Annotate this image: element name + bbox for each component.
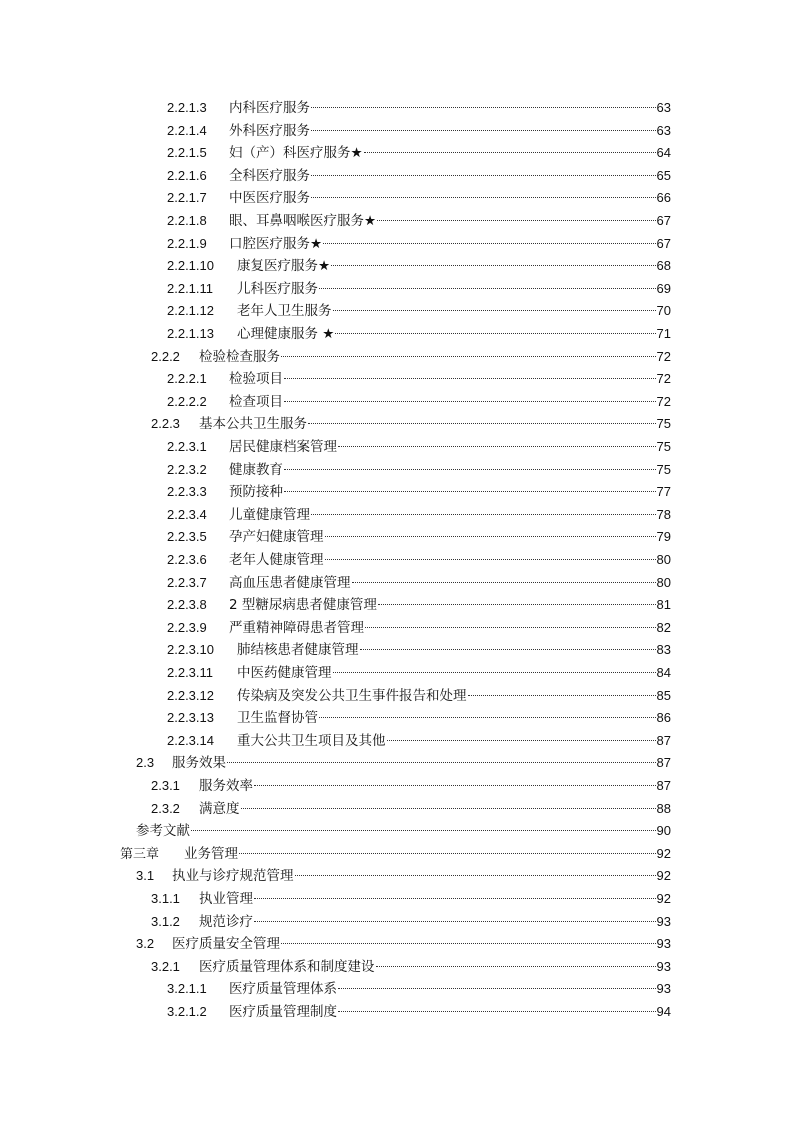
toc-entry-number: 3.1.1 bbox=[151, 891, 180, 906]
dot-leader bbox=[325, 536, 656, 537]
toc-entry[interactable] bbox=[167, 300, 671, 322]
dot-leader bbox=[333, 310, 656, 311]
toc-entry[interactable] bbox=[167, 730, 671, 752]
toc-entry-page: 87 bbox=[656, 778, 671, 793]
toc-entry-title: 医疗质量管理制度 bbox=[229, 1004, 337, 1020]
toc-entry[interactable] bbox=[167, 639, 671, 661]
toc-entry[interactable] bbox=[167, 187, 671, 209]
dot-leader bbox=[284, 491, 656, 492]
toc-entry[interactable] bbox=[136, 752, 671, 774]
toc-entry-number: 2.2.1.13 bbox=[167, 326, 214, 341]
dot-leader bbox=[360, 649, 656, 650]
toc-entry-number: 2.2.3.14 bbox=[167, 732, 214, 748]
toc-entry-number: 2.2.3.3 bbox=[167, 484, 207, 500]
toc-entry-title: 眼、耳鼻咽喉医疗服务★ bbox=[229, 213, 377, 229]
toc-entry[interactable] bbox=[167, 459, 671, 481]
toc-entry-page: 90 bbox=[656, 823, 671, 839]
toc-entry[interactable] bbox=[167, 368, 671, 390]
toc-entry-page: 70 bbox=[656, 303, 671, 319]
toc-entry-number: 2.2.3.8 bbox=[167, 597, 207, 613]
dot-leader bbox=[325, 559, 656, 560]
toc-entry-page: 87 bbox=[656, 732, 671, 748]
toc-entry[interactable] bbox=[167, 278, 671, 300]
toc-entry-number: 3.2.1 bbox=[151, 958, 180, 974]
toc-entry-title: 中医药健康管理 bbox=[237, 665, 332, 681]
dot-leader bbox=[227, 762, 656, 763]
toc-entry-page: 84 bbox=[656, 665, 671, 680]
toc-entry-title: 执业与诊疗规范管理 bbox=[172, 868, 294, 885]
dot-leader bbox=[338, 1011, 656, 1012]
dot-leader bbox=[376, 966, 656, 967]
toc-entry-page: 63 bbox=[656, 122, 671, 138]
toc-entry-page: 64 bbox=[656, 145, 671, 161]
toc-entry-number: 2.2.3.11 bbox=[167, 665, 214, 680]
toc-entry-number: 2.2.1.4 bbox=[167, 122, 207, 138]
toc-entry[interactable] bbox=[151, 956, 671, 978]
dot-leader bbox=[311, 197, 656, 198]
toc-entry-number: 2.3.2 bbox=[151, 800, 180, 816]
dot-leader bbox=[333, 672, 656, 673]
toc-entry-title: 外科医疗服务 bbox=[229, 122, 310, 139]
toc-entry-page: 72 bbox=[656, 348, 671, 364]
dot-leader bbox=[335, 333, 655, 334]
toc-entry-title: 儿科医疗服务 bbox=[237, 280, 318, 297]
toc-entry-title: 康复医疗服务★ bbox=[237, 258, 331, 275]
toc-entry-number: 第三章 bbox=[120, 845, 160, 861]
dot-leader bbox=[241, 808, 656, 809]
dot-leader bbox=[377, 220, 655, 221]
toc-entry-title: 业务管理 bbox=[184, 845, 238, 862]
dot-leader bbox=[311, 175, 656, 176]
toc-entry-title: 医疗质量管理体系 bbox=[229, 981, 337, 998]
toc-entry-number: 2.2.3.13 bbox=[167, 710, 214, 726]
toc-entry-title: 参考文献 bbox=[136, 823, 190, 840]
dot-leader bbox=[331, 265, 655, 266]
toc-entry-page: 92 bbox=[656, 845, 671, 861]
toc-entry-title: 妇（产）科医疗服务★ bbox=[229, 145, 363, 162]
toc-entry-number: 2.2.3.9 bbox=[167, 619, 207, 635]
toc-entry-page: 88 bbox=[656, 800, 671, 816]
dot-leader bbox=[311, 514, 656, 515]
toc-entry[interactable] bbox=[167, 165, 671, 187]
dot-leader bbox=[239, 853, 656, 854]
toc-entry-number: 2.2.3.2 bbox=[167, 461, 207, 477]
toc-entry-number: 2.2.2.1 bbox=[167, 371, 207, 387]
toc-entry-page: 86 bbox=[656, 710, 671, 726]
dot-leader bbox=[387, 740, 656, 741]
toc-entry-page: 75 bbox=[656, 416, 671, 432]
dot-leader bbox=[281, 943, 656, 944]
toc-entry-number: 2.2.3.4 bbox=[167, 506, 207, 522]
toc-entry-title: 老年人健康管理 bbox=[229, 552, 324, 568]
toc-entry-title: 居民健康档案管理 bbox=[229, 439, 337, 455]
toc-entry-page: 78 bbox=[656, 506, 671, 522]
toc-entry-title: 孕产妇健康管理 bbox=[229, 529, 324, 546]
toc-entry-title: 重大公共卫生项目及其他 bbox=[237, 732, 386, 749]
toc-entry-number: 2.3 bbox=[136, 755, 155, 771]
toc-entry-title: 口腔医疗服务★ bbox=[229, 235, 323, 252]
toc-entry[interactable] bbox=[167, 685, 671, 707]
dot-leader bbox=[378, 604, 656, 605]
toc-entry-number: 2.2.1.8 bbox=[167, 213, 207, 228]
toc-entry-page: 67 bbox=[656, 235, 671, 251]
toc-entry-title: 卫生监督协管 bbox=[237, 710, 318, 727]
dot-leader bbox=[284, 378, 656, 379]
toc-entry[interactable] bbox=[136, 933, 671, 955]
toc-entry[interactable] bbox=[167, 504, 671, 526]
toc-entry-number: 2.2.1.7 bbox=[167, 190, 207, 206]
toc-entry[interactable] bbox=[167, 1001, 671, 1023]
toc-entry-number: 2.2.1.6 bbox=[167, 167, 207, 183]
toc-entry[interactable] bbox=[151, 911, 671, 933]
dot-leader bbox=[311, 130, 656, 131]
toc-entry-page: 93 bbox=[656, 981, 671, 997]
toc-entry-number: 2.2.3 bbox=[151, 416, 180, 432]
toc-entry[interactable] bbox=[151, 346, 671, 368]
dot-leader bbox=[284, 401, 656, 402]
toc-entry[interactable] bbox=[151, 775, 671, 797]
dot-leader bbox=[338, 446, 656, 447]
dot-leader bbox=[365, 627, 656, 628]
toc-entry-title: 全科医疗服务 bbox=[229, 167, 310, 184]
toc-entry-title: 检验检查服务 bbox=[199, 348, 280, 365]
toc-entry-page: 80 bbox=[656, 552, 671, 567]
toc-entry[interactable] bbox=[167, 707, 671, 729]
toc-entry-page: 80 bbox=[656, 574, 671, 590]
toc-entry[interactable] bbox=[151, 413, 671, 435]
dot-leader bbox=[284, 469, 656, 470]
dot-leader bbox=[191, 830, 656, 831]
toc-entry-number: 2.2.1.3 bbox=[167, 100, 207, 115]
toc-entry-page: 92 bbox=[656, 868, 671, 884]
toc-entry-page: 72 bbox=[656, 371, 671, 387]
toc-entry[interactable] bbox=[167, 978, 671, 1000]
toc-entry[interactable] bbox=[167, 97, 671, 119]
toc-entry-number: 3.2 bbox=[136, 936, 155, 952]
toc-entry[interactable] bbox=[136, 865, 671, 887]
toc-entry-page: 72 bbox=[656, 393, 671, 409]
toc-entry-title: 心理健康服务 ★ bbox=[237, 326, 335, 342]
toc-entry-number: 2.2.3.12 bbox=[167, 687, 214, 703]
toc-entry-title: 规范诊疗 bbox=[199, 913, 253, 930]
toc-entry[interactable] bbox=[167, 142, 671, 164]
toc-entry[interactable] bbox=[167, 526, 671, 548]
toc-entry[interactable] bbox=[167, 481, 671, 503]
toc-entry-page: 68 bbox=[656, 258, 671, 274]
toc-entry[interactable] bbox=[167, 391, 671, 413]
toc-entry[interactable] bbox=[120, 843, 671, 865]
toc-entry-number: 2.2.1.12 bbox=[167, 303, 214, 319]
toc-entry-page: 77 bbox=[656, 484, 671, 500]
toc-entry-title: 严重精神障碍患者管理 bbox=[229, 619, 364, 636]
toc-entry-title: 高血压患者健康管理 bbox=[229, 574, 351, 591]
toc-entry[interactable] bbox=[167, 572, 671, 594]
toc-entry[interactable] bbox=[167, 436, 671, 458]
dot-leader bbox=[352, 582, 656, 583]
toc-entry[interactable] bbox=[167, 323, 671, 345]
dot-leader bbox=[281, 356, 656, 357]
dot-leader bbox=[254, 785, 656, 786]
toc-entry-page: 63 bbox=[656, 100, 671, 115]
toc-entry-number: 3.1 bbox=[136, 868, 155, 884]
toc-entry[interactable] bbox=[151, 798, 671, 820]
toc-entry-page: 81 bbox=[656, 597, 671, 613]
toc-entry[interactable] bbox=[167, 549, 671, 571]
toc-entry-number: 2.3.1 bbox=[151, 778, 180, 793]
toc-entry-page: 65 bbox=[656, 167, 671, 183]
toc-entry-page: 85 bbox=[656, 687, 671, 703]
dot-leader bbox=[364, 152, 656, 153]
toc-entry[interactable] bbox=[167, 617, 671, 639]
toc-entry-title: 检验项目 bbox=[229, 371, 283, 388]
toc-entry-number: 3.2.1.1 bbox=[167, 981, 207, 997]
toc-entry-title: 基本公共卫生服务 bbox=[199, 416, 307, 433]
toc-entry[interactable] bbox=[151, 888, 671, 910]
toc-entry-title: 服务效果 bbox=[172, 755, 226, 772]
toc-entry-page: 69 bbox=[656, 280, 671, 296]
toc-entry-page: 66 bbox=[656, 190, 671, 206]
toc-entry-page: 92 bbox=[656, 891, 671, 906]
toc-entry-page: 79 bbox=[656, 529, 671, 545]
toc-entry[interactable] bbox=[167, 210, 671, 232]
toc-entry-number: 2.2.1.5 bbox=[167, 145, 207, 161]
dot-leader bbox=[254, 898, 656, 899]
toc-entry-page: 75 bbox=[656, 461, 671, 477]
dot-leader bbox=[319, 288, 656, 289]
toc-entry-title: 老年人卫生服务 bbox=[237, 303, 332, 320]
toc-entry-number: 3.2.1.2 bbox=[167, 1004, 207, 1019]
toc-entry-page: 71 bbox=[656, 326, 671, 341]
toc-entry-title: 预防接种 bbox=[229, 484, 283, 501]
toc-entry-title: 健康教育 bbox=[229, 461, 283, 478]
toc-entry-title: 2 型糖尿病患者健康管理 bbox=[229, 597, 377, 614]
toc-entry-page: 83 bbox=[656, 642, 671, 658]
toc-entry[interactable] bbox=[167, 594, 671, 616]
toc-entry-title: 服务效率 bbox=[199, 778, 253, 794]
toc-entry-page: 93 bbox=[656, 958, 671, 974]
toc-entry-number: 2.2.2 bbox=[151, 348, 180, 364]
dot-leader bbox=[308, 423, 656, 424]
toc-entry-number: 2.2.3.6 bbox=[167, 552, 207, 567]
dot-leader bbox=[295, 875, 656, 876]
toc-entry-page: 94 bbox=[656, 1004, 671, 1019]
toc-entry-number: 2.2.3.1 bbox=[167, 439, 207, 454]
toc-entry-number: 2.2.2.2 bbox=[167, 393, 207, 409]
dot-leader bbox=[338, 988, 656, 989]
toc-entry-page: 67 bbox=[656, 213, 671, 228]
toc-entry-title: 医疗质量安全管理 bbox=[172, 936, 280, 953]
toc-entry-number: 2.2.1.10 bbox=[167, 258, 214, 274]
toc-entry-title: 检查项目 bbox=[229, 393, 283, 410]
toc-entry-title: 内科医疗服务 bbox=[229, 100, 310, 116]
dot-leader bbox=[319, 717, 656, 718]
dot-leader bbox=[468, 695, 656, 696]
toc-entry-number: 2.2.3.5 bbox=[167, 529, 207, 545]
toc-entry-title: 儿童健康管理 bbox=[229, 506, 310, 523]
toc-entry[interactable] bbox=[167, 233, 671, 255]
toc-entry-page: 93 bbox=[656, 936, 671, 952]
toc-entry-number: 2.2.1.11 bbox=[167, 280, 214, 296]
toc-entry-title: 中医医疗服务 bbox=[229, 190, 310, 207]
toc-entry[interactable] bbox=[167, 255, 671, 277]
toc-entry-title: 满意度 bbox=[199, 800, 240, 817]
toc-entry-page: 75 bbox=[656, 439, 671, 454]
toc-entry-page: 82 bbox=[656, 619, 671, 635]
toc-entry[interactable] bbox=[167, 662, 671, 684]
toc-entry-number: 2.2.3.7 bbox=[167, 574, 207, 590]
toc-entry-title: 肺结核患者健康管理 bbox=[237, 642, 359, 659]
toc-entry-page: 87 bbox=[656, 755, 671, 771]
toc-entry[interactable] bbox=[167, 120, 671, 142]
dot-leader bbox=[254, 921, 656, 922]
toc-entry-number: 2.2.3.10 bbox=[167, 642, 214, 658]
toc-entry-number: 2.2.1.9 bbox=[167, 235, 207, 251]
toc-entry-title: 医疗质量管理体系和制度建设 bbox=[199, 958, 375, 975]
dot-leader bbox=[311, 107, 656, 108]
dot-leader bbox=[323, 243, 655, 244]
toc-entry-number: 3.1.2 bbox=[151, 913, 180, 929]
toc-entry-title: 传染病及突发公共卫生事件报告和处理 bbox=[237, 687, 467, 704]
toc-entry-title: 执业管理 bbox=[199, 891, 253, 907]
toc-entry-page: 93 bbox=[656, 913, 671, 929]
toc-entry[interactable] bbox=[136, 820, 671, 842]
